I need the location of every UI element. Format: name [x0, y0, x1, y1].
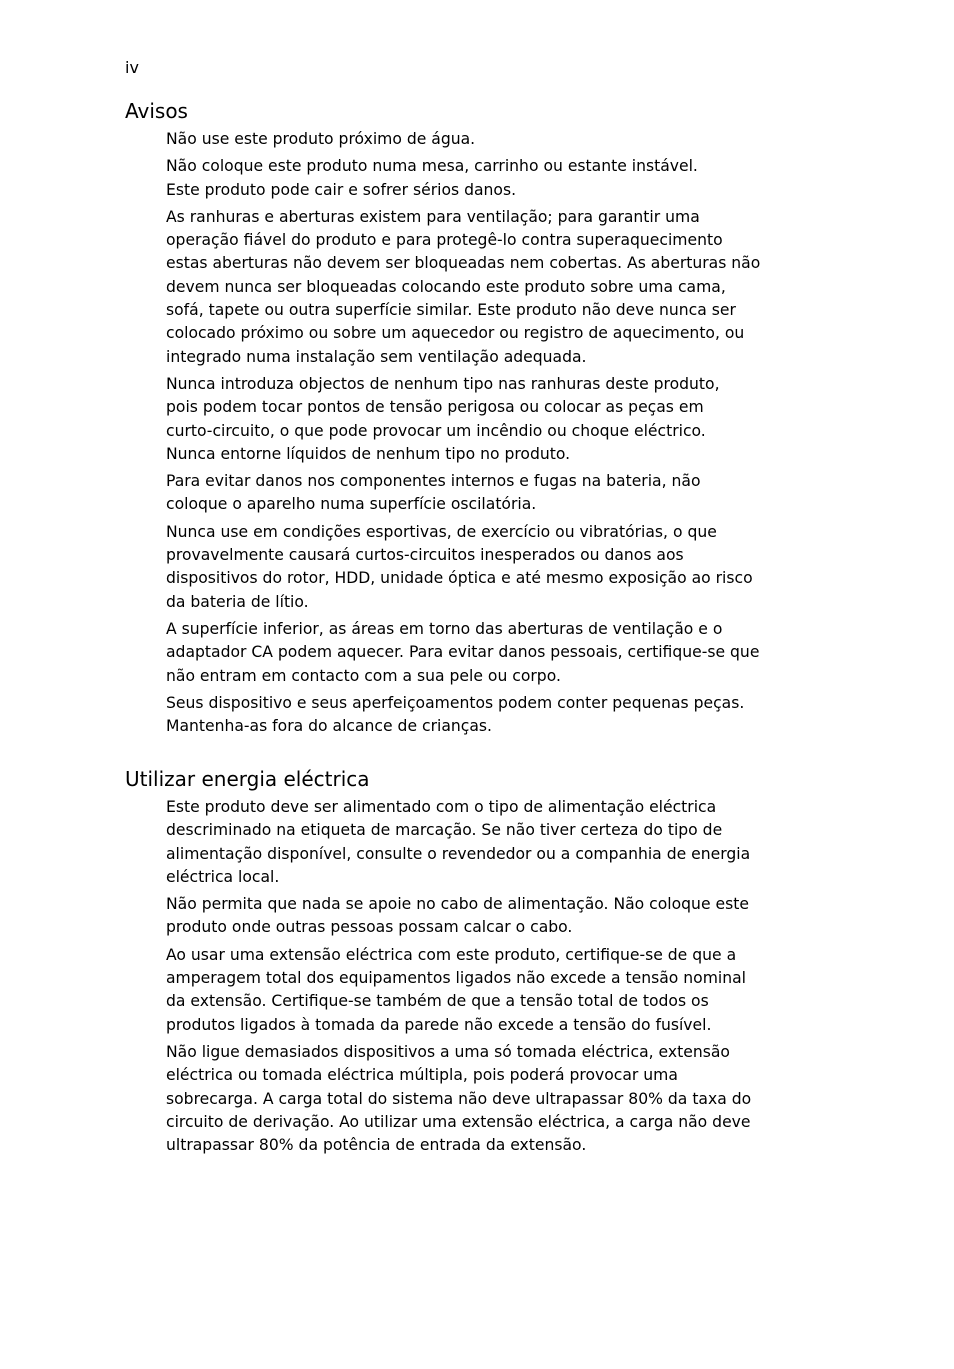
text-line: operação fiável do produto e para protegê-lo contra superaquecimento: [166, 231, 723, 250]
section-body: [125, 128, 825, 738]
section-title: Avisos: [125, 99, 188, 123]
text-line: sofá, tapete ou outra superfície similar. Este produto não deve nunca ser: [166, 301, 736, 320]
text-line: Seus dispositivo e seus aperfeiçoamentos podem conter pequenas peças.: [166, 693, 745, 712]
paragraph: [166, 944, 816, 1037]
text-line: da bateria de lítio.: [166, 592, 309, 611]
section-utilizar-energia-electrica: [125, 766, 825, 1161]
page-number: iv: [125, 58, 139, 77]
text-line: Nunca use em condições esportivas, de exercício ou vibratórias, o que: [166, 522, 717, 541]
text-line: integrado numa instalação sem ventilação adequada.: [166, 347, 587, 366]
text-line: produtos ligados à tomada da parede não excede a tensão do fusível.: [166, 1015, 712, 1034]
text-line: descriminado na etiqueta de marcação. Se não tiver certeza do tipo de: [166, 821, 723, 840]
paragraph: [166, 1041, 816, 1157]
paragraph: [166, 893, 816, 940]
text-line: Não permita que nada se apoie no cabo de alimentação. Não coloque este: [166, 895, 749, 914]
text-line: estas aberturas não devem ser bloqueadas nem cobertas. As aberturas não: [166, 254, 761, 273]
text-line: amperagem total dos equipamentos ligados não excede a tensão nominal: [166, 969, 747, 988]
paragraph: [166, 128, 816, 151]
paragraph: [166, 373, 816, 466]
text-line: A superfície inferior, as áreas em torno das aberturas de ventilação e o: [166, 619, 723, 638]
text-line: provavelmente causará curtos-circuitos inesperados ou danos aos: [166, 546, 684, 565]
text-line: Ao usar uma extensão eléctrica com este produto, certifique-se de que a: [166, 945, 737, 964]
text-line: coloque o aparelho numa superfície oscilatória.: [166, 495, 537, 514]
paragraph: [166, 521, 816, 614]
text-line: pois podem tocar pontos de tensão perigosa ou colocar as peças em: [166, 398, 704, 417]
text-line: Nunca entorne líquidos de nenhum tipo no produto.: [166, 444, 571, 463]
text-line: sobrecarga. A carga total do sistema não deve ultrapassar 80% da taxa do: [166, 1089, 752, 1108]
text-line: não entram em contacto com a sua pele ou corpo.: [166, 666, 561, 685]
section-avisos: [125, 98, 825, 742]
paragraph: [166, 155, 816, 202]
text-line: produto onde outras pessoas possam calcar o cabo.: [166, 918, 573, 937]
text-line: eléctrica ou tomada eléctrica múltipla, pois poderá provocar uma: [166, 1066, 678, 1085]
paragraph: [166, 692, 816, 739]
text-line: Mantenha-as fora do alcance de crianças.: [166, 717, 492, 736]
text-line: ultrapassar 80% da potência de entrada da extensão.: [166, 1136, 587, 1155]
text-line: colocado próximo ou sobre um aquecedor ou registro de aquecimento, ou: [166, 324, 745, 343]
text-line: Para evitar danos nos componentes internos e fugas na bateria, não: [166, 472, 701, 491]
text-line: eléctrica local.: [166, 867, 280, 886]
text-line: circuito de derivação. Ao utilizar uma extensão eléctrica, a carga não deve: [166, 1112, 751, 1131]
paragraph: [166, 618, 816, 688]
section-body: [125, 796, 825, 1157]
text-line: As ranhuras e aberturas existem para ventilação; para garantir uma: [166, 207, 700, 226]
text-line: devem nunca ser bloqueadas colocando este produto sobre uma cama,: [166, 277, 726, 296]
text-line: Não use este produto próximo de água.: [166, 130, 476, 148]
paragraph: [166, 796, 816, 889]
text-line: Este produto deve ser alimentado com o tipo de alimentação eléctrica: [166, 798, 717, 816]
text-line: Não coloque este produto numa mesa, carrinho ou estante instável.: [166, 157, 698, 176]
section-title: Utilizar energia eléctrica: [125, 767, 370, 791]
paragraph: [166, 206, 816, 369]
text-line: curto-circuito, o que pode provocar um incêndio ou choque eléctrico.: [166, 421, 706, 440]
text-line: Não ligue demasiados dispositivos a uma só tomada eléctrica, extensão: [166, 1042, 730, 1061]
text-line: alimentação disponível, consulte o revendedor ou a companhia de energia: [166, 844, 751, 863]
text-line: Este produto pode cair e sofrer sérios danos.: [166, 180, 517, 199]
text-line: da extensão. Certifique-se também de que a tensão total de todos os: [166, 992, 709, 1011]
text-line: dispositivos do rotor, HDD, unidade óptica e até mesmo exposição ao risco: [166, 569, 753, 588]
paragraph: [166, 470, 816, 517]
text-line: adaptador CA podem aquecer. Para evitar danos pessoais, certifique-se que: [166, 643, 760, 662]
text-line: Nunca introduza objectos de nenhum tipo nas ranhuras deste produto,: [166, 374, 720, 393]
